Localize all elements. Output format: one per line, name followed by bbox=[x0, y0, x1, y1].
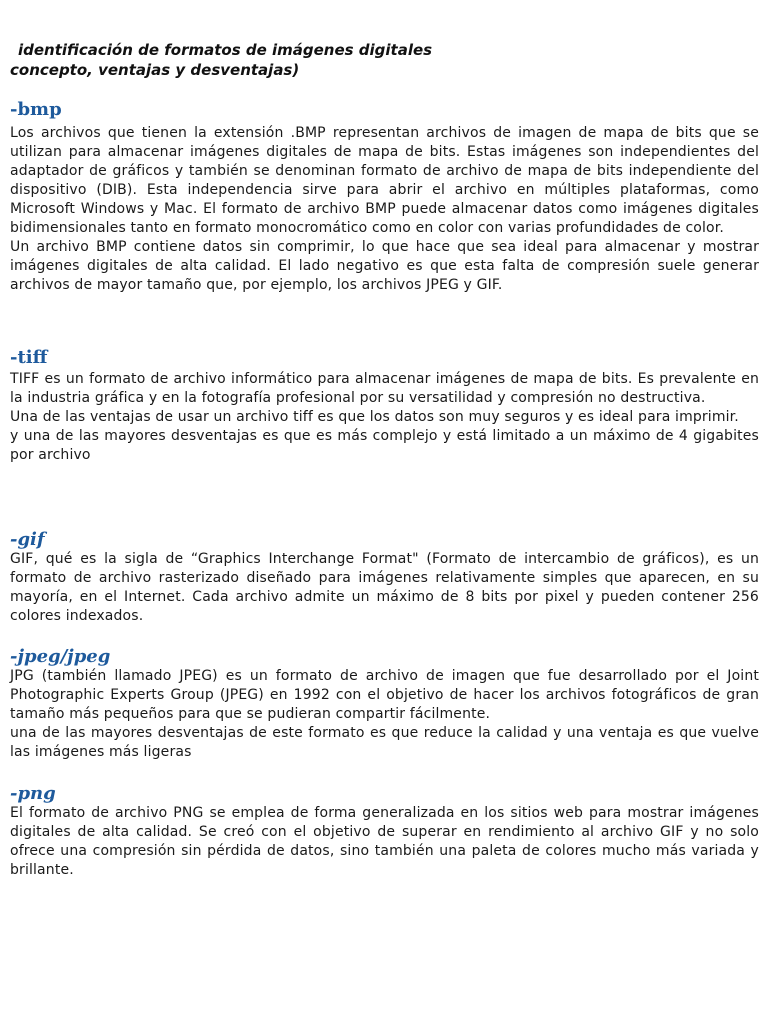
paragraph: GIF, qué es la sigla de “Graphics Interchange Format" (Formato de intercambio de gráficos), es un formato de archivo rasterizado diseñado para imágenes relativamente simples que aparecen, en su mayoría, en el Internet. Cada archivo admite un máximo de 8 bits por pixel y pueden contener 256 colores indexados. bbox=[10, 551, 759, 624]
section-heading-gif: -gif bbox=[10, 529, 45, 550]
section-bmp bbox=[10, 100, 759, 295]
document-title bbox=[10, 40, 750, 80]
section-tiff bbox=[10, 348, 759, 465]
section-heading-bmp: -bmp bbox=[10, 99, 62, 120]
paragraph: Los archivos que tienen la extensión .BMP representan archivos de imagen de mapa de bits que se utilizan para almacenar imágenes digitales de mapa de bits. Estas imágenes son independientes del adaptador de gráficos y también se denominan formato de archivo de mapa de bits independiente del dispositivo (DIB). Esta independencia sirve para abrir el archivo en múltiples plataformas, como Microsoft Windows y Mac. El formato de archivo BMP puede almacenar datos como imágenes digitales bidimensionales tanto en formato monocromático como en color con varias profundidades de color. bbox=[10, 125, 759, 236]
section-heading-png: -png bbox=[10, 783, 56, 804]
section-heading-tiff: -tiff bbox=[10, 347, 48, 368]
paragraph: TIFF es un formato de archivo informático para almacenar imágenes de mapa de bits. Es prevalente en la industria gráfica y en la fotografía profesional por su versatilidad y compresión no destructiva. bbox=[10, 371, 759, 406]
section-jpeg bbox=[10, 647, 759, 762]
section-heading-jpeg: -jpeg/jpeg bbox=[10, 646, 111, 667]
document-title-line-1: identificación de formatos de imágenes digitales bbox=[18, 41, 433, 59]
paragraph: JPG (también llamado JPEG) es un formato de archivo de imagen que fue desarrollado por el Joint Photographic Experts Group (JPEG) en 1992 con el objetivo de hacer los archivos fotográficos de gran tamaño más pequeños para que se pudieran compartir fácilmente. bbox=[10, 668, 759, 722]
paragraph: Un archivo BMP contiene datos sin comprimir, lo que hace que sea ideal para almacenar y mostrar imágenes digitales de alta calidad. El lado negativo es que esta falta de compresión suele generar archivos de mayor tamaño que, por ejemplo, los archivos JPEG y GIF. bbox=[10, 239, 759, 293]
document-title-line-2: concepto, ventajas y desventajas) bbox=[10, 61, 300, 79]
paragraph: Una de las ventajas de usar un archivo tiff es que los datos son muy seguros y es ideal para imprimir. bbox=[10, 409, 739, 425]
paragraph: una de las mayores desventajas de este formato es que reduce la calidad y una ventaja es que vuelve las imágenes más ligeras bbox=[10, 725, 759, 760]
paragraph: y una de las mayores desventajas es que es más complejo y está limitado a un máximo de 4 gigabites por archivo bbox=[10, 428, 759, 463]
section-gif bbox=[10, 530, 759, 626]
section-png bbox=[10, 784, 759, 880]
paragraph: El formato de archivo PNG se emplea de forma generalizada en los sitios web para mostrar imágenes digitales de alta calidad. Se creó con el objetivo de superar en rendimiento al archivo GIF y no solo ofrece una compresión sin pérdida de datos, sino también una paleta de colores mucho más variada y brillante. bbox=[10, 805, 759, 878]
